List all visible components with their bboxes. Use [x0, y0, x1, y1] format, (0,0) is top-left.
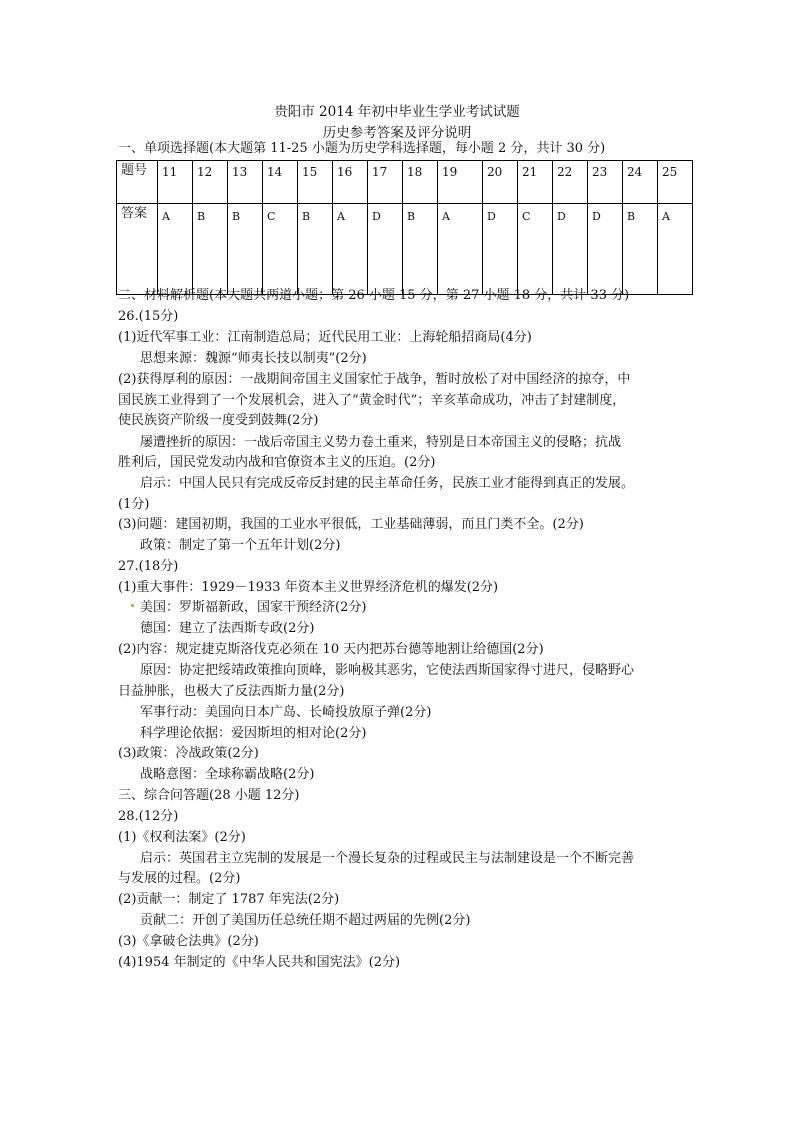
- question-cell: 11: [158, 161, 193, 204]
- answer-cell: D: [483, 204, 518, 295]
- answer-line: (3)政策：冷战政策(2分): [118, 746, 259, 761]
- answer-line: 思想来源：魏源“师夷长技以制夷”(2分): [140, 351, 367, 366]
- answer-cell: B: [623, 204, 658, 295]
- question-cell: 20: [483, 161, 518, 204]
- answer-table: [116, 160, 693, 295]
- answer-line: 贡献二：开创了美国历任总统任期不超过两届的先例(2分): [140, 913, 471, 928]
- answer-cell: A: [438, 204, 483, 295]
- answer-cell: B: [193, 204, 228, 295]
- answer-line: 启示：中国人民只有完成反帝反封建的民主革命任务，民族工业才能得到真正的发展。: [140, 476, 635, 491]
- answer-line: 与发展的过程。(2分): [118, 871, 241, 886]
- section-heading-2: 二、材料解析题(本大题共两道小题；第 26 小题 15 分，第 27 小题 18 分，共计 33 分): [118, 288, 630, 303]
- answer-line: (1)《权利法案》(2分): [118, 830, 246, 845]
- answer-cell: D: [368, 204, 403, 295]
- question-cell: 12: [193, 161, 228, 204]
- answer-line: 美国：罗斯福新政，国家干预经济(2分): [140, 600, 367, 615]
- answer-cell: B: [298, 204, 333, 295]
- question-cell: 22: [553, 161, 588, 204]
- answer-line: 启示：英国君主立宪制的发展是一个漫长复杂的过程或民主与法制建设是一个不断完善: [140, 851, 635, 866]
- answer-line: 德国：建立了法西斯专政(2分): [140, 621, 315, 636]
- answer-line: 政策：制定了第一个五年计划(2分): [140, 538, 341, 553]
- stray-mark: [131, 604, 134, 607]
- answer-cell: D: [588, 204, 623, 295]
- document-subtitle: 历史参考答案及评分说明: [322, 125, 472, 141]
- question-cell: 13: [228, 161, 263, 204]
- answer-line: 国民族工业得到了一个发展机会，进入了“黄金时代”；辛亥革命成功，冲击了封建制度，: [118, 393, 626, 408]
- answer-line: (4)1954 年制定的《中华人民共和国宪法》(2分): [118, 955, 401, 970]
- question-cell: 17: [368, 161, 403, 204]
- answer-cell: C: [518, 204, 553, 295]
- answer-line: 使民族资产阶级一度受到鼓舞(2分): [118, 413, 319, 428]
- row-label-question: 题号: [117, 161, 158, 204]
- section-heading-3: 三、综合问答题(28 小题 12分): [118, 788, 300, 803]
- answer-line: 军事行动：美国向日本广岛、长崎投放原子弹(2分): [140, 705, 432, 720]
- answer-cell: A: [158, 204, 193, 295]
- document-title: 贵阳市 2014 年初中毕业生学业考试试题: [274, 104, 520, 120]
- answer-line: (2)贡献一：制定了 1787 年宪法(2分): [118, 892, 340, 907]
- question-cell: 16: [333, 161, 368, 204]
- question-heading-28: 28.(12分): [118, 809, 179, 824]
- answer-line: (3)《拿破仑法典》(2分): [118, 934, 259, 949]
- section-heading-1: 一、单项选择题(本大题第 11-25 小题为历史学科选择题，每小题 2 分，共计 30 分): [118, 141, 606, 156]
- answer-line: (3)问题：建国初期，我国的工业水平很低，工业基础薄弱，而且门类不全。(2分): [118, 517, 584, 532]
- answer-cell: B: [228, 204, 263, 295]
- answer-line: 胜利后，国民党发动内战和官僚资本主义的压迫。(2分): [118, 455, 436, 470]
- question-heading-26: 26.(15分): [118, 309, 179, 324]
- answer-row: [117, 204, 693, 295]
- answer-line: (1)近代军事工业：江南制造总局；近代民用工业：上海轮船招商局(4分): [118, 330, 532, 345]
- question-cell: 15: [298, 161, 333, 204]
- question-cell: 24: [623, 161, 658, 204]
- question-cell: 23: [588, 161, 623, 204]
- answer-cell: B: [403, 204, 438, 295]
- question-cell: 21: [518, 161, 553, 204]
- answer-line: 战略意图：全球称霸战略(2分): [140, 767, 315, 782]
- question-cell: 25: [658, 161, 693, 204]
- answer-line: (1分): [118, 497, 150, 512]
- question-number-row: [117, 161, 693, 204]
- row-label-answer: 答案: [117, 204, 158, 295]
- question-cell: 14: [263, 161, 298, 204]
- answer-cell: A: [658, 204, 693, 295]
- answer-line: 原因：协定把绥靖政策推向顶峰，影响极其恶劣，它使法西斯国家得寸进尺，侵略野心: [140, 663, 635, 678]
- answer-line: 科学理论依据：爱因斯坦的相对论(2分): [140, 726, 367, 741]
- answer-line: (2)内容：规定捷克斯洛伐克必须在 10 天内把苏台德等地割让给德国(2分): [118, 642, 544, 657]
- question-cell: 18: [403, 161, 438, 204]
- answer-cell: C: [263, 204, 298, 295]
- answer-cell: A: [333, 204, 368, 295]
- answer-line: 屡遭挫折的原因：一战后帝国主义势力卷土重来，特别是日本帝国主义的侵略；抗战: [140, 435, 622, 450]
- question-heading-27: 27.(18分): [118, 559, 179, 574]
- answer-line: 日益肿胀，也极大了反法西斯力量(2分): [118, 684, 345, 699]
- answer-cell: D: [553, 204, 588, 295]
- question-cell: 19: [438, 161, 483, 204]
- answer-line: (1)重大事件：1929－1933 年资本主义世界经济危机的爆发(2分): [118, 580, 499, 595]
- answer-line: (2)获得厚利的原因：一战期间帝国主义国家忙于战争，暂时放松了对中国经济的掠夺，中: [118, 372, 631, 387]
